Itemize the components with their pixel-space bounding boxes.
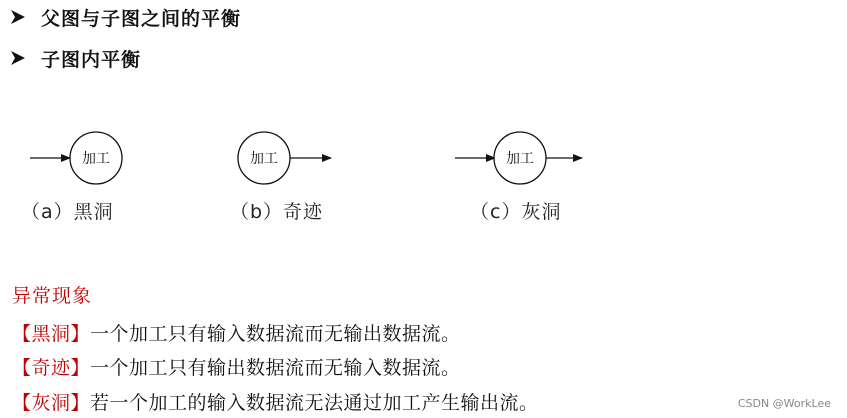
diagram-black-hole <box>30 132 122 184</box>
caption-grey-hole: （c）灰洞 <box>470 201 562 223</box>
process-label: 加工 <box>250 151 278 167</box>
definition-miracle <box>12 353 461 380</box>
dataflow-anomaly-diagram <box>0 120 847 195</box>
definition-tag: 【灰洞】 <box>12 392 91 414</box>
diagram-miracle <box>238 132 331 184</box>
definition-tag: 【奇迹】 <box>12 357 91 379</box>
definition-black-hole <box>12 319 461 346</box>
watermark: CSDN @WorkLee <box>737 397 831 410</box>
process-label: 加工 <box>82 151 110 167</box>
definition-text: 一个加工只有输出数据流而无输入数据流。 <box>90 357 461 379</box>
definition-tag: 【黑洞】 <box>12 323 91 345</box>
definition-text: 若一个加工的输入数据流无法通过加工产生输出流。 <box>90 392 539 414</box>
arrowhead-bullet-icon <box>11 51 25 65</box>
caption-miracle: （b）奇迹 <box>230 201 324 223</box>
bullet-item-balance-within-child <box>11 45 141 71</box>
arrowhead-bullet-icon <box>11 10 25 24</box>
caption-black-hole: （a）黑洞 <box>21 201 114 223</box>
bullet-text: 子图内平衡 <box>41 48 142 71</box>
diagram-grey-hole <box>455 132 582 184</box>
definition-text: 一个加工只有输入数据流而无输出数据流。 <box>90 323 461 345</box>
process-label: 加工 <box>506 151 534 167</box>
section-title-anomalies: 异常现象 <box>12 285 93 307</box>
bullet-text: 父图与子图之间的平衡 <box>41 7 242 30</box>
bullet-item-balance-parent-child <box>11 4 241 30</box>
definition-grey-hole <box>12 388 539 415</box>
